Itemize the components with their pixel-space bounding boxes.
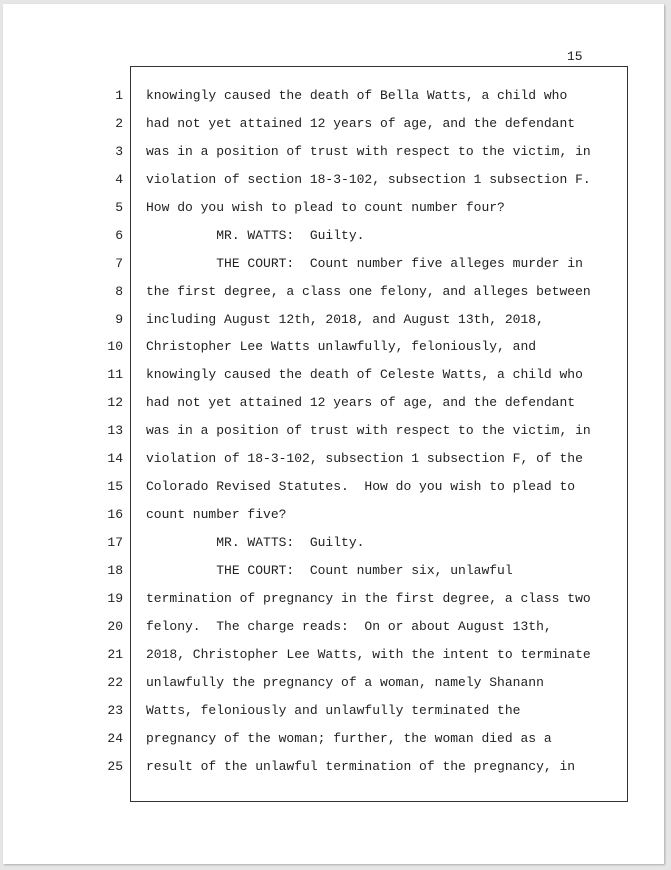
line-number: 25 <box>107 758 123 774</box>
line-number-column <box>95 86 123 784</box>
transcript-line: result of the unlawful termination of the pregnancy, in <box>146 758 576 774</box>
transcript-line: the first degree, a class one felony, and alleges between <box>146 283 591 299</box>
line-number: 24 <box>107 730 123 746</box>
transcript-line: had not yet attained 12 years of age, and the defendant <box>146 115 576 131</box>
transcript-line: MR. WATTS: Guilty. <box>146 535 365 550</box>
transcript-line: was in a position of trust with respect to the victim, in <box>146 423 591 439</box>
transcript-line: 2018, Christopher Lee Watts, with the intent to terminate <box>146 646 591 662</box>
transcript-line: including August 12th, 2018, and August 13th, 2018, <box>146 311 544 327</box>
line-number: 4 <box>115 171 123 187</box>
line-number: 20 <box>107 618 123 634</box>
line-number: 23 <box>107 702 123 718</box>
transcript-line: How do you wish to plead to count number four? <box>146 199 505 215</box>
line-number: 11 <box>107 367 123 383</box>
transcript-line: was in a position of trust with respect to the victim, in <box>146 143 591 159</box>
transcript-line: felony. The charge reads: On or about August 13th, <box>146 618 552 634</box>
line-number: 1 <box>115 88 123 103</box>
transcript-line: THE COURT: Count number five alleges murder in <box>146 255 583 271</box>
line-number: 18 <box>107 562 123 578</box>
transcript-line: termination of pregnancy in the first degree, a class two <box>146 590 591 606</box>
line-number: 17 <box>107 535 123 550</box>
line-number: 10 <box>107 339 123 355</box>
line-number: 2 <box>115 115 123 131</box>
line-number: 7 <box>115 255 123 271</box>
line-number: 3 <box>115 143 123 159</box>
transcript-text <box>146 86 626 784</box>
line-number: 19 <box>107 590 123 606</box>
transcript-line: pregnancy of the woman; further, the woman died as a <box>146 730 552 746</box>
line-number: 14 <box>107 451 123 467</box>
transcript-line: violation of section 18-3-102, subsection 1 subsection F. <box>146 171 591 187</box>
line-number: 15 <box>107 479 123 495</box>
transcript-line: unlawfully the pregnancy of a woman, namely Shanann <box>146 674 544 690</box>
transcript-line: Watts, feloniously and unlawfully terminated the <box>146 702 521 718</box>
transcript-line: violation of 18-3-102, subsection 1 subsection F, of the <box>146 451 583 467</box>
page-number: 15 <box>567 49 583 64</box>
line-number: 6 <box>115 227 123 243</box>
transcript-line: MR. WATTS: Guilty. <box>146 227 365 243</box>
transcript-line: count number five? <box>146 507 287 523</box>
transcript-line: knowingly caused the death of Bella Watts, a child who <box>146 88 568 103</box>
line-number: 8 <box>115 283 123 299</box>
line-number: 13 <box>107 423 123 439</box>
transcript-line: knowingly caused the death of Celeste Watts, a child who <box>146 367 583 383</box>
line-number: 12 <box>107 395 123 411</box>
transcript-line: Christopher Lee Watts unlawfully, feloniously, and <box>146 339 537 355</box>
line-number: 5 <box>115 199 123 215</box>
line-number: 21 <box>107 646 123 662</box>
transcript-line: THE COURT: Count number six, unlawful <box>146 562 513 578</box>
line-number: 9 <box>115 311 123 327</box>
line-number: 16 <box>107 507 123 523</box>
transcript-line: Colorado Revised Statutes. How do you wish to plead to <box>146 479 576 495</box>
line-number: 22 <box>107 674 123 690</box>
transcript-line: had not yet attained 12 years of age, and the defendant <box>146 395 576 411</box>
